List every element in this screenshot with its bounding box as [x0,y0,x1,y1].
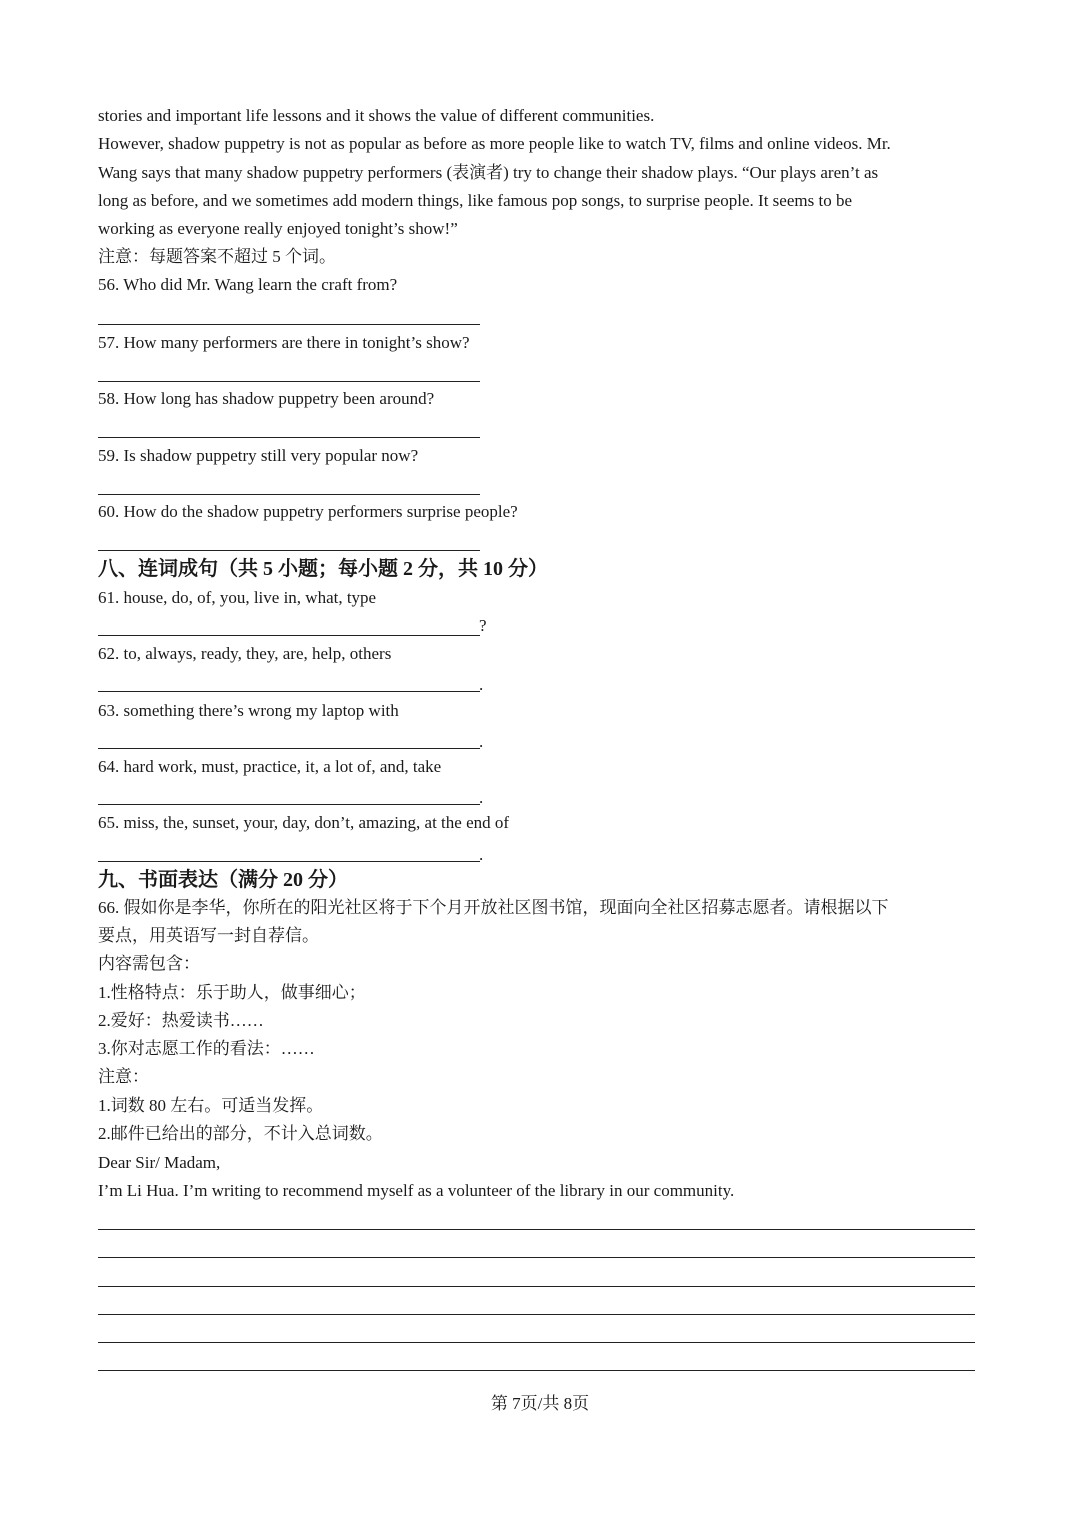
question-59: 59. Is shadow puppetry still very popular now? [98,446,419,465]
passage-line: However, shadow puppetry is not as popular as before as more people like to watch TV, films and online videos. Mr. [98,134,891,153]
item-61: 61. house, do, of, you, live in, what, type [98,588,377,607]
letter-opening: I’m Li Hua. I’m writing to recommend myself as a volunteer of the library in our community. [98,1181,735,1200]
writing-line[interactable] [98,1286,975,1287]
answer-line-62[interactable] [98,691,480,692]
note-item: 2.邮件已给出的部分，不计入总词数。 [98,1124,383,1143]
section-8-heading: 八、连词成句（共 5 小题；每小题 2 分，共 10 分） [98,558,548,580]
item-64: 64. hard work, must, practice, it, a lot of, and, take [98,757,442,776]
writing-line[interactable] [98,1342,975,1343]
passage-line: stories and important life lessons and it shows the value of different communities. [98,106,655,125]
end-mark-62: . [479,675,484,694]
answer-line-59[interactable] [98,494,480,495]
answer-note: 注意：每题答案不超过 5 个词。 [98,247,336,266]
page-number: 第 7页/共 8页 [490,1394,590,1413]
note-item: 1.词数 80 左右。可适当发挥。 [98,1096,324,1115]
writing-prompt: 要点，用英语写一封自荐信。 [98,926,319,945]
question-57: 57. How many performers are there in tonight’s show? [98,333,470,352]
writing-line[interactable] [98,1229,975,1230]
question-56: 56. Who did Mr. Wang learn the craft from? [98,275,398,294]
passage-line: Wang says that many shadow puppetry performers (表演者) try to change their shadow plays. “Our plays aren’t as [98,163,879,182]
writing-line[interactable] [98,1314,975,1315]
writing-line[interactable] [98,1370,975,1371]
end-mark-64: . [479,788,484,807]
question-60: 60. How do the shadow puppetry performers surprise people? [98,502,518,521]
answer-line-56[interactable] [98,324,480,325]
answer-line-64[interactable] [98,804,480,805]
answer-line-58[interactable] [98,437,480,438]
content-item: 3.你对志愿工作的看法：…… [98,1039,315,1058]
passage-line: working as everyone really enjoyed tonight’s show!” [98,219,458,238]
writing-line[interactable] [98,1257,975,1258]
section-9-heading: 九、书面表达（满分 20 分） [98,869,348,891]
content-item: 1.性格特点：乐于助人，做事细心； [98,983,366,1002]
letter-greeting: Dear Sir/ Madam, [98,1153,221,1172]
content-label: 内容需包含： [98,954,200,973]
writing-prompt: 66. 假如你是李华，你所在的阳光社区将于下个月开放社区图书馆，现面向全社区招募志愿者。请根据以下 [98,898,889,917]
end-mark-61: ? [479,616,487,635]
end-mark-63: . [479,732,484,751]
answer-line-60[interactable] [98,550,480,551]
answer-line-65[interactable] [98,861,480,862]
end-mark-65: . [479,845,484,864]
item-65: 65. miss, the, sunset, your, day, don’t, amazing, at the end of [98,813,510,832]
passage-line: long as before, and we sometimes add modern things, like famous pop songs, to surprise people. It seems to be [98,191,852,210]
notes-label: 注意： [98,1067,149,1086]
content-item: 2.爱好：热爱读书…… [98,1011,264,1030]
item-63: 63. something there’s wrong my laptop with [98,701,399,720]
item-62: 62. to, always, ready, they, are, help, others [98,644,392,663]
answer-line-63[interactable] [98,748,480,749]
answer-line-57[interactable] [98,381,480,382]
question-58: 58. How long has shadow puppetry been around? [98,389,435,408]
answer-line-61[interactable] [98,635,480,636]
